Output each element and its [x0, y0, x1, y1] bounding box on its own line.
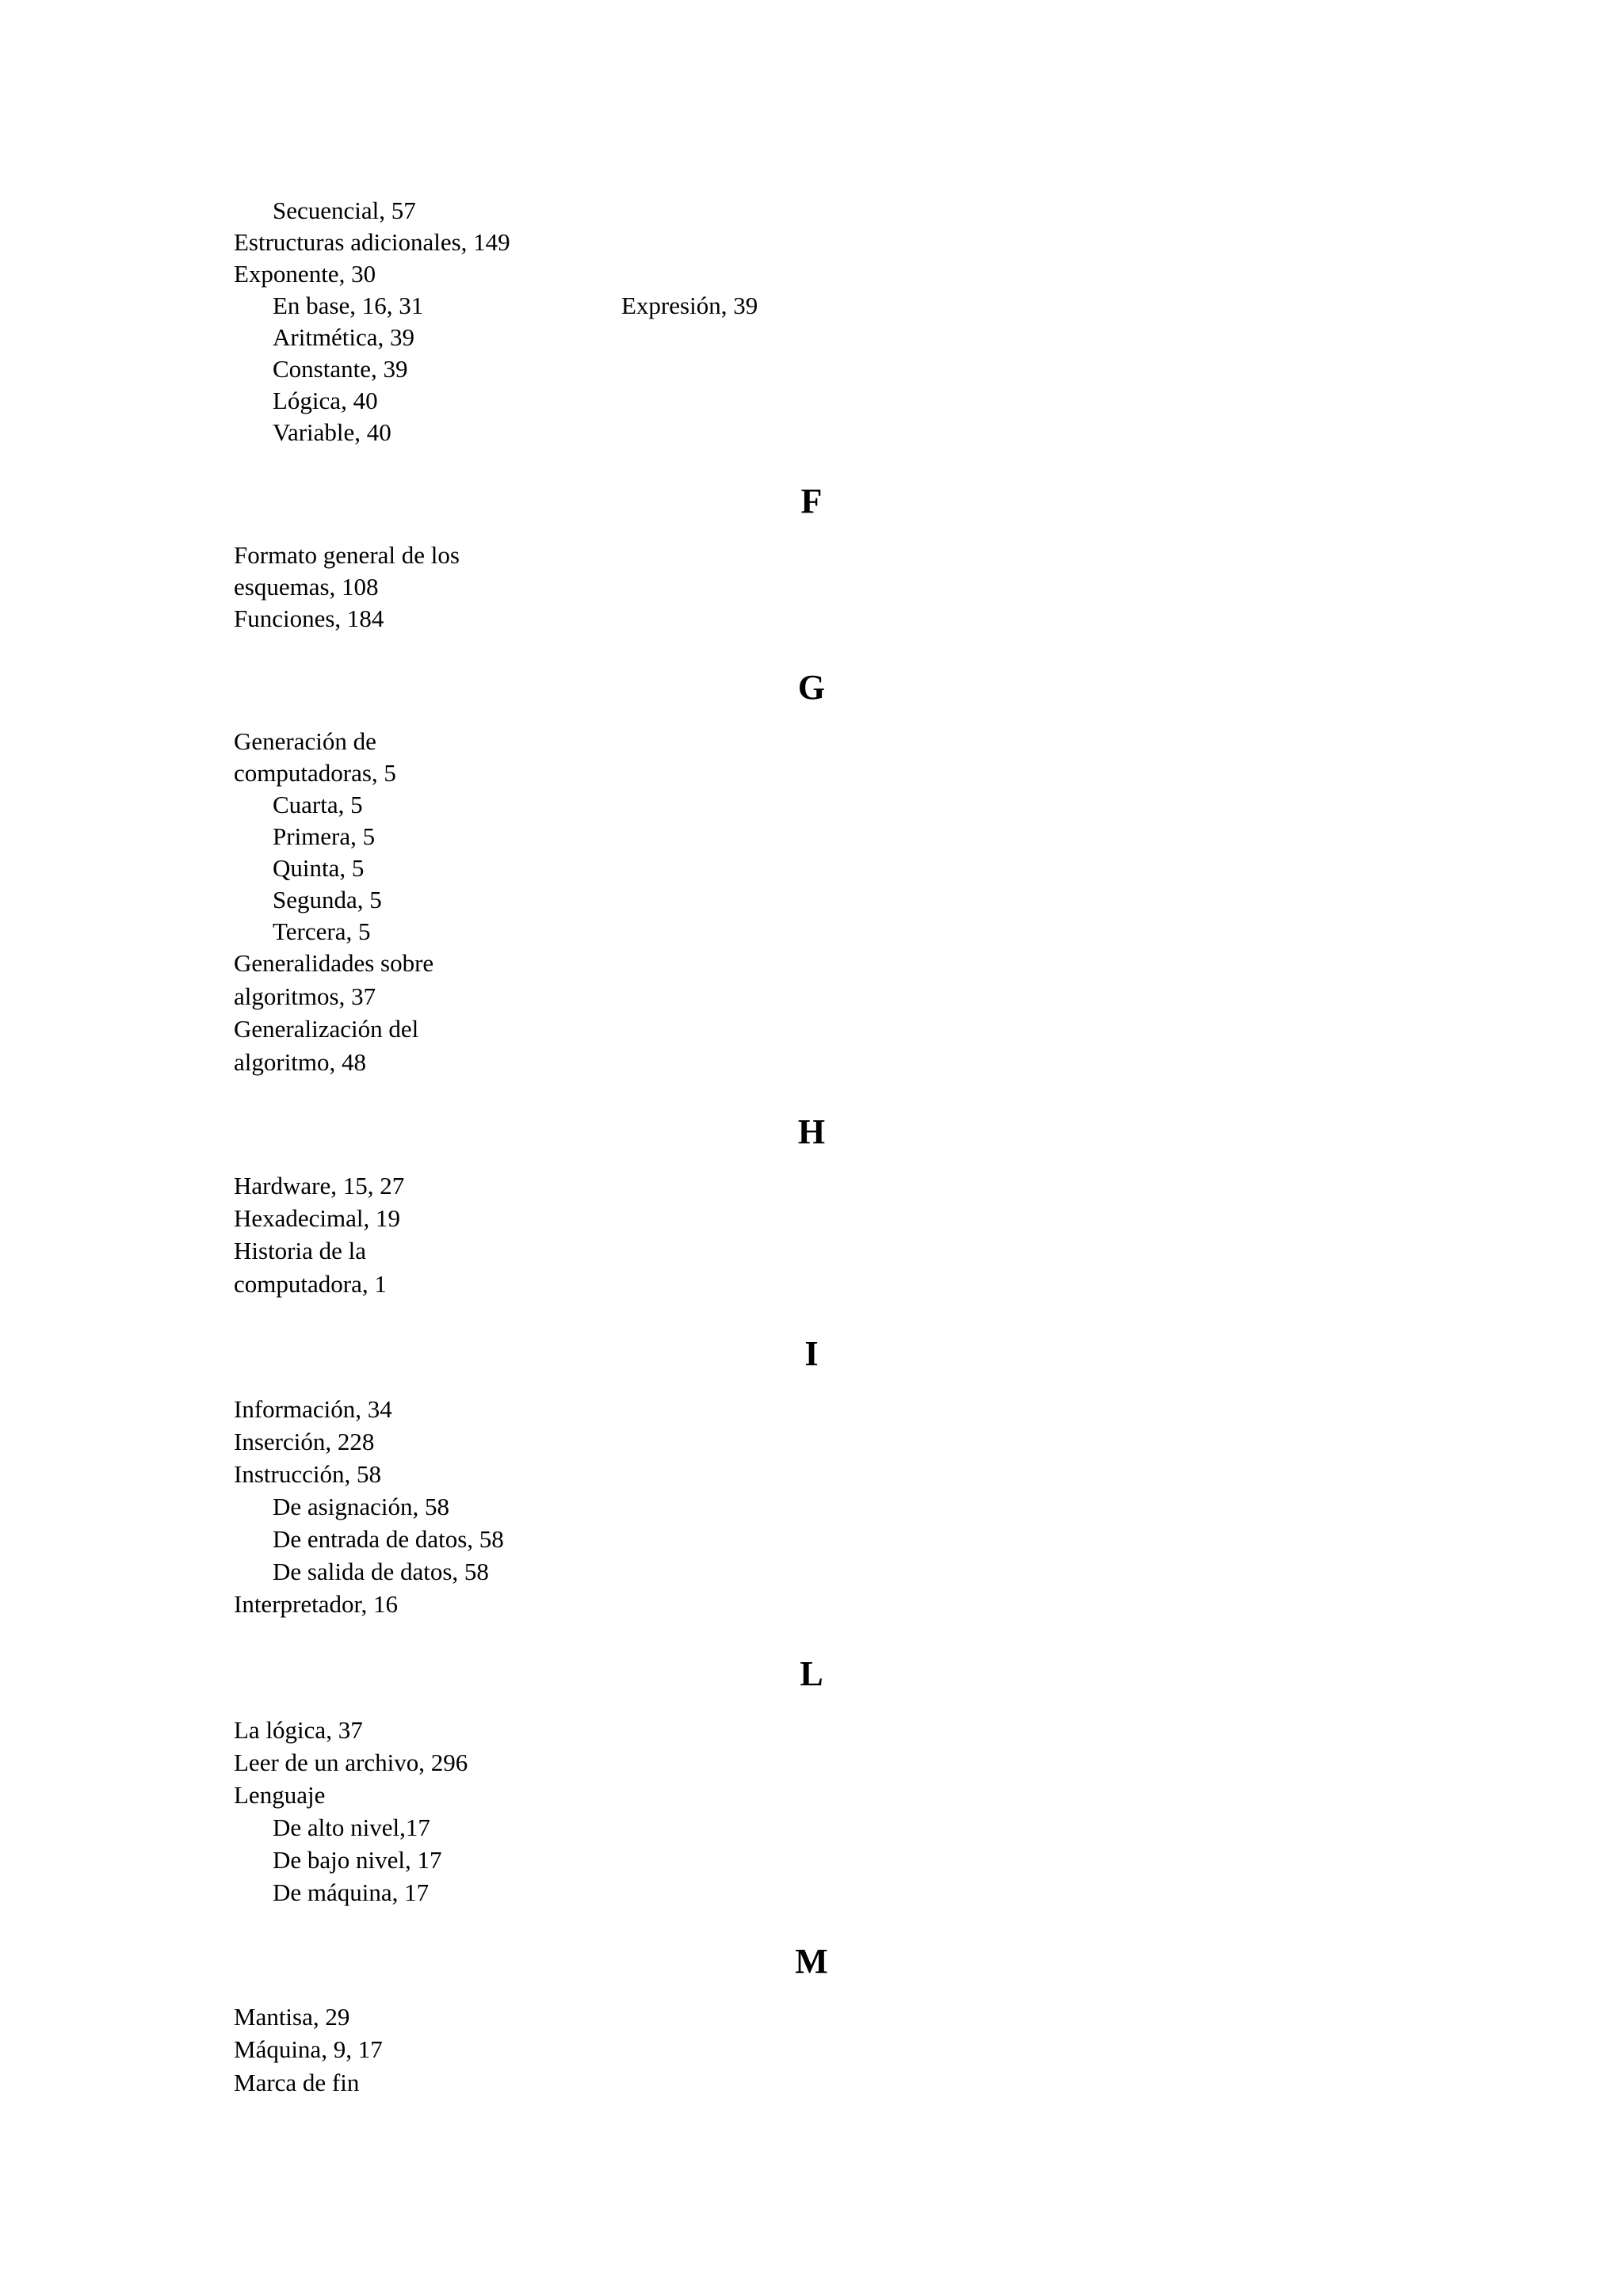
index-entry-floating: Expresión, 39 [621, 292, 758, 319]
section-letter-g: G [797, 668, 826, 707]
section-letter-l: L [800, 1654, 823, 1693]
index-entry: Mantisa, 29 [234, 2003, 350, 2031]
index-entry: De bajo nivel, 17 [273, 1846, 442, 1874]
section-letter-m: M [795, 1942, 828, 1981]
index-entry: Leer de un archivo, 296 [234, 1749, 468, 1776]
index-entry: Segunda, 5 [273, 886, 382, 913]
index-entry: En base, 16, 31 [273, 292, 424, 319]
index-entry: Historia de la [234, 1237, 367, 1264]
index-entry: Interpretador, 16 [234, 1590, 399, 1618]
index-entry: Generalidades sobre [234, 949, 434, 977]
index-entry: Hexadecimal, 19 [234, 1204, 401, 1232]
index-entry: Generalización del [234, 1015, 419, 1043]
section-letter-i: I [804, 1334, 819, 1373]
index-entry: Quinta, 5 [273, 854, 365, 882]
index-entry: Aritmética, 39 [273, 323, 415, 351]
index-entry: Formato general de los [234, 541, 460, 569]
index-entry: Generación de [234, 727, 376, 755]
index-entry: computadoras, 5 [234, 759, 396, 787]
index-entry: Variable, 40 [273, 418, 391, 446]
index-entry: Marca de fin [234, 2069, 360, 2096]
index-entry: De salida de datos, 58 [273, 1558, 489, 1585]
index-entry: De asignación, 58 [273, 1493, 449, 1520]
index-entry: Lógica, 40 [273, 387, 378, 414]
index-entry: Lenguaje [234, 1781, 326, 1809]
index-entry: Instrucción, 58 [234, 1460, 381, 1488]
index-entry: esquemas, 108 [234, 573, 379, 601]
index-entry: algoritmos, 37 [234, 982, 376, 1010]
index-entry: De entrada de datos, 58 [273, 1525, 504, 1553]
index-entry: De máquina, 17 [273, 1878, 430, 1906]
index-entry: Hardware, 15, 27 [234, 1172, 405, 1199]
index-entry: Funciones, 184 [234, 605, 384, 632]
index-entry: Información, 34 [234, 1395, 392, 1423]
index-entry: Cuarta, 5 [273, 791, 363, 818]
index-entry: Primera, 5 [273, 822, 376, 850]
index-entry: Inserción, 228 [234, 1428, 375, 1455]
index-entry: Secuencial, 57 [273, 196, 416, 224]
index-entry: La lógica, 37 [234, 1716, 363, 1744]
index-entry: Tercera, 5 [273, 917, 371, 945]
index-entry: computadora, 1 [234, 1270, 387, 1298]
index-entry: Constante, 39 [273, 355, 408, 383]
index-entry: Estructuras adicionales, 149 [234, 228, 510, 256]
section-letter-f: F [800, 482, 823, 521]
index-entry: Máquina, 9, 17 [234, 2035, 383, 2063]
index-entry: De alto nivel,17 [273, 1814, 430, 1841]
section-letter-h: H [797, 1112, 826, 1151]
index-entry: Exponente, 30 [234, 260, 376, 288]
index-entry: algoritmo, 48 [234, 1048, 367, 1076]
